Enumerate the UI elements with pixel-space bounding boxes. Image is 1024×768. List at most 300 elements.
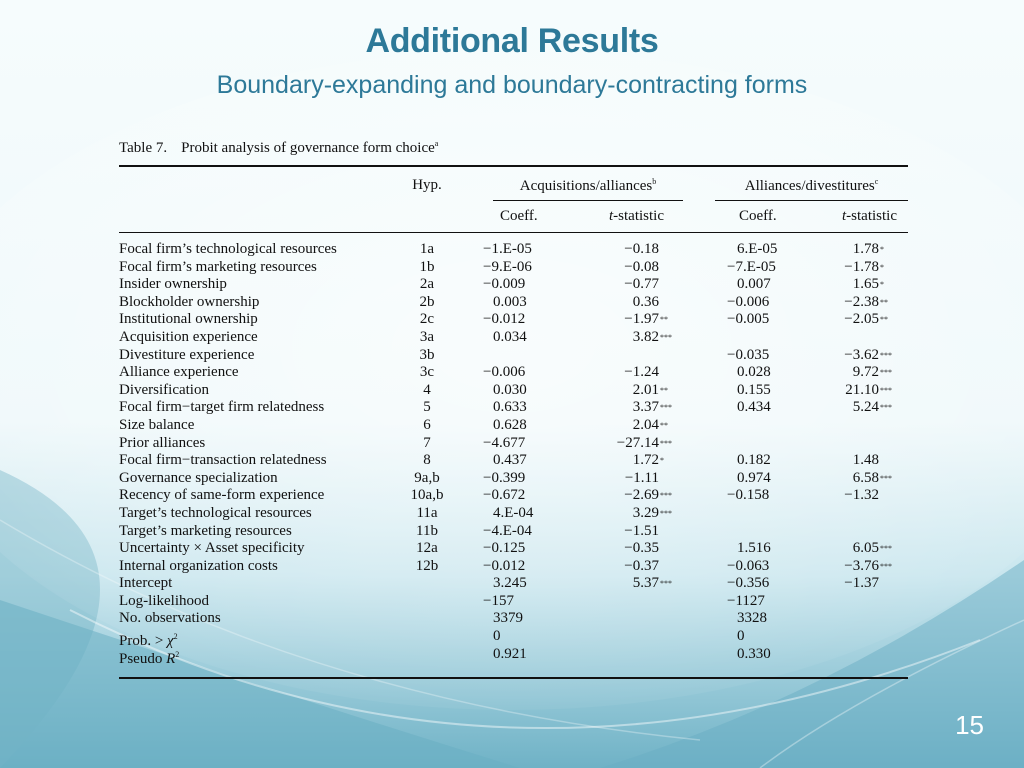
row-tstat-1 bbox=[599, 294, 659, 312]
table-row bbox=[119, 276, 908, 294]
row-variable bbox=[119, 311, 258, 329]
row-coeff-1 bbox=[483, 628, 573, 646]
row-hypothesis bbox=[407, 417, 447, 435]
row-hypothesis bbox=[407, 259, 447, 277]
row-tstat-2-value: 1.48 bbox=[852, 452, 879, 469]
row-tstat-2 bbox=[825, 259, 879, 277]
header-group1-footnote: b bbox=[652, 177, 657, 186]
row-variable bbox=[119, 593, 209, 611]
row-coeff-1-value: −4.677 bbox=[483, 434, 526, 451]
row-coeff-2-value: 0.028 bbox=[737, 364, 771, 381]
row-tstat-2 bbox=[825, 382, 879, 400]
row-hypothesis bbox=[407, 505, 447, 523]
row-variable-value: Acquisition experience bbox=[119, 328, 258, 345]
row-tstat-1-value: −1.51 bbox=[624, 522, 659, 539]
row-coeff-2 bbox=[727, 276, 817, 294]
row-hypothesis-value: 7 bbox=[423, 434, 431, 451]
row-coeff-1-value: −4.E-04 bbox=[483, 522, 532, 539]
row-coeff-1-value: −157 bbox=[483, 592, 514, 609]
row-coeff-2 bbox=[727, 593, 817, 611]
significance-stars: *** bbox=[880, 544, 892, 554]
row-variable-value: Focal firm’s technological resources bbox=[119, 241, 337, 257]
row-tstat-2-value: 21.10 bbox=[845, 381, 879, 398]
row-coeff-2-value: 0.974 bbox=[737, 469, 771, 486]
group1-span-rule bbox=[493, 200, 683, 201]
row-coeff-2-value: −1127 bbox=[727, 592, 765, 609]
row-tstat-1-value: −0.08 bbox=[624, 258, 659, 275]
r2-value-2: 0.330 bbox=[737, 645, 771, 662]
row-coeff-2-value: 1.516 bbox=[737, 540, 771, 557]
row-tstat-2-value: −2.38 bbox=[844, 293, 879, 310]
row-hypothesis-value: 2c bbox=[419, 311, 435, 328]
row-variable bbox=[119, 259, 317, 277]
row-hypothesis bbox=[407, 523, 447, 541]
row-hypothesis bbox=[407, 382, 447, 400]
table-row bbox=[119, 540, 908, 558]
table-row bbox=[119, 399, 908, 417]
row-coeff-1 bbox=[483, 452, 573, 470]
table-caption-label: Table 7. bbox=[119, 140, 168, 156]
row-tstat-2 bbox=[825, 364, 879, 382]
row-variable bbox=[119, 347, 254, 365]
row-coeff-2 bbox=[727, 646, 817, 664]
row-hypothesis-value: 3c bbox=[419, 364, 435, 381]
table-row bbox=[119, 382, 908, 400]
row-variable-value: Log-likelihood bbox=[119, 592, 209, 609]
row-variable bbox=[119, 382, 209, 400]
row-tstat-2-value: −3.62 bbox=[844, 346, 879, 363]
row-coeff-1 bbox=[483, 435, 573, 453]
row-tstat-2 bbox=[825, 575, 879, 593]
significance-stars: *** bbox=[880, 368, 892, 378]
row-tstat-2-value: 1.78 bbox=[852, 241, 879, 257]
row-coeff-1 bbox=[483, 505, 573, 523]
row-tstat-2-value: 6.05 bbox=[852, 540, 879, 557]
row-coeff-2 bbox=[727, 470, 817, 488]
row-coeff-1 bbox=[483, 259, 573, 277]
row-tstat-1 bbox=[599, 435, 659, 453]
row-hypothesis bbox=[407, 276, 447, 294]
prob-value-2: 0 bbox=[737, 628, 745, 645]
row-variable bbox=[119, 294, 259, 312]
row-hypothesis bbox=[407, 540, 447, 558]
table-row bbox=[119, 505, 908, 523]
row-coeff-2 bbox=[727, 382, 817, 400]
row-hypothesis-value: 1b bbox=[419, 258, 435, 275]
row-tstat-1-value: −0.35 bbox=[624, 540, 659, 557]
row-coeff-1-value: −9.E-06 bbox=[483, 258, 532, 275]
header-group1-label: Acquisitions/alliances bbox=[519, 178, 653, 194]
row-coeff-1 bbox=[483, 276, 573, 294]
significance-stars: *** bbox=[660, 438, 672, 448]
row-variable-value: No. observations bbox=[119, 610, 221, 627]
table-bottom-rule bbox=[119, 677, 908, 679]
row-tstat-1-value: 0.36 bbox=[632, 293, 659, 310]
row-coeff-1-value: 4.E-04 bbox=[493, 504, 534, 521]
row-tstat-1 bbox=[599, 505, 659, 523]
significance-stars: *** bbox=[660, 491, 672, 501]
r2-label: Pseudo bbox=[119, 650, 163, 667]
row-coeff-2 bbox=[727, 294, 817, 312]
table-row bbox=[119, 610, 908, 628]
page-number: 15 bbox=[955, 710, 984, 740]
row-tstat-1-value: 2.04 bbox=[632, 416, 659, 433]
row-variable bbox=[119, 575, 172, 593]
row-tstat-2 bbox=[825, 452, 879, 470]
significance-stars: * bbox=[660, 456, 664, 466]
row-hypothesis-value: 10a,b bbox=[410, 487, 444, 504]
r2-value-1: 0.921 bbox=[493, 645, 527, 662]
row-tstat-1 bbox=[599, 575, 659, 593]
row-tstat-2-value: −1.78 bbox=[844, 258, 879, 275]
table-top-rule bbox=[119, 165, 908, 167]
row-tstat-1 bbox=[599, 470, 659, 488]
table-caption-text: Probit analysis of governance form choice bbox=[181, 140, 435, 156]
row-coeff-2-value: −0.158 bbox=[727, 487, 770, 504]
significance-stars: *** bbox=[880, 403, 892, 413]
row-tstat-2-value: 6.58 bbox=[852, 469, 879, 486]
row-variable-value: Blockholder ownership bbox=[119, 293, 260, 310]
significance-stars: ** bbox=[880, 297, 888, 307]
row-hypothesis bbox=[407, 452, 447, 470]
table-row bbox=[119, 593, 908, 611]
row-coeff-1 bbox=[483, 593, 573, 611]
significance-stars: *** bbox=[880, 561, 892, 571]
header-tstat-1 bbox=[609, 208, 664, 225]
row-tstat-2 bbox=[825, 294, 879, 312]
header-group2-label: Alliances/divestitures bbox=[744, 178, 875, 194]
header-alliances-divestitures bbox=[715, 177, 908, 195]
row-tstat-1 bbox=[599, 259, 659, 277]
row-tstat-1 bbox=[599, 311, 659, 329]
row-tstat-1 bbox=[599, 487, 659, 505]
row-coeff-1-value: −0.006 bbox=[483, 364, 526, 381]
row-coeff-2-value: 0.007 bbox=[737, 276, 771, 293]
row-tstat-1 bbox=[599, 364, 659, 382]
header-t-italic: t bbox=[609, 208, 614, 224]
row-tstat-1 bbox=[599, 276, 659, 294]
row-coeff-1-value: −0.399 bbox=[483, 469, 526, 486]
row-variable bbox=[119, 399, 324, 417]
row-tstat-2 bbox=[825, 276, 879, 294]
table-row bbox=[119, 470, 908, 488]
row-variable-value: Governance specialization bbox=[119, 469, 278, 486]
row-variable bbox=[119, 417, 194, 435]
row-variable bbox=[119, 241, 337, 259]
row-coeff-1 bbox=[483, 646, 573, 664]
header-tstat-2 bbox=[842, 208, 897, 225]
row-tstat-1-value: −2.69 bbox=[624, 487, 659, 504]
row-variable-value: Target’s technological resources bbox=[119, 504, 312, 521]
row-coeff-2-value: 0.155 bbox=[737, 381, 771, 398]
significance-stars: *** bbox=[880, 473, 892, 483]
slide-subtitle: Boundary-expanding and boundary-contracting forms bbox=[216, 71, 808, 99]
row-variable-value: Institutional ownership bbox=[119, 311, 258, 328]
row-coeff-2 bbox=[727, 364, 817, 382]
row-variable-value: Intercept bbox=[119, 575, 173, 592]
significance-stars: * bbox=[880, 245, 884, 254]
table-row bbox=[119, 294, 908, 312]
row-coeff-2 bbox=[727, 347, 817, 365]
row-tstat-1 bbox=[599, 417, 659, 435]
row-tstat-1-value: −27.14 bbox=[616, 434, 659, 451]
row-variable-value: Prior alliances bbox=[119, 434, 206, 451]
r-superscript: 2 bbox=[175, 649, 180, 659]
significance-stars: *** bbox=[880, 350, 892, 360]
row-hypothesis bbox=[407, 364, 447, 382]
header-hyp: Hyp. bbox=[412, 177, 442, 193]
header-group2-footnote: c bbox=[874, 177, 879, 186]
prob-value-1: 0 bbox=[493, 628, 501, 645]
row-tstat-1-value: −1.24 bbox=[624, 364, 659, 381]
header-t-italic: t bbox=[842, 208, 847, 224]
row-coeff-1 bbox=[483, 523, 573, 541]
row-variable bbox=[119, 470, 278, 488]
row-coeff-2-value: 6.E-05 bbox=[737, 241, 778, 257]
row-coeff-2 bbox=[727, 610, 817, 628]
row-coeff-1-value: 0.437 bbox=[493, 452, 527, 469]
table-caption-footnote: a bbox=[434, 139, 439, 148]
table-row bbox=[119, 259, 908, 277]
row-tstat-1-value: −1.11 bbox=[624, 469, 659, 486]
header-t-rest: -statistic bbox=[613, 208, 664, 224]
row-tstat-2-value: −1.37 bbox=[844, 575, 879, 592]
table-row bbox=[119, 241, 908, 259]
row-tstat-2 bbox=[825, 540, 879, 558]
row-variable bbox=[119, 646, 179, 669]
row-hypothesis-value: 8 bbox=[423, 452, 431, 469]
row-coeff-1-value: −0.012 bbox=[483, 557, 526, 574]
table-row bbox=[119, 523, 908, 541]
row-variable bbox=[119, 558, 278, 576]
row-hypothesis bbox=[407, 399, 447, 417]
row-tstat-2 bbox=[825, 487, 879, 505]
row-variable-value: Internal organization costs bbox=[119, 557, 278, 574]
row-variable bbox=[119, 610, 221, 628]
r-symbol: R bbox=[166, 650, 176, 667]
row-coeff-2-value: −0.035 bbox=[727, 346, 770, 363]
row-tstat-1 bbox=[599, 540, 659, 558]
row-variable bbox=[119, 329, 258, 347]
table-row bbox=[119, 452, 908, 470]
row-tstat-2-value: 1.65 bbox=[852, 276, 879, 293]
row-coeff-2 bbox=[727, 558, 817, 576]
row-coeff-2 bbox=[727, 575, 817, 593]
row-hypothesis-value: 1a bbox=[419, 241, 435, 257]
row-variable-value: Alliance experience bbox=[119, 364, 239, 381]
table-row-pseudo-r2 bbox=[119, 645, 908, 667]
row-coeff-1 bbox=[483, 487, 573, 505]
row-hypothesis bbox=[407, 470, 447, 488]
row-coeff-1 bbox=[483, 311, 573, 329]
row-variable-value: Focal firm−transaction relatedness bbox=[119, 452, 327, 469]
prob-label: Prob. > bbox=[119, 633, 164, 650]
header-t-rest: -statistic bbox=[846, 208, 897, 224]
row-coeff-2-value: −0.006 bbox=[727, 293, 770, 310]
row-variable bbox=[119, 435, 205, 453]
row-tstat-1-value: 3.29 bbox=[632, 504, 659, 521]
significance-stars: ** bbox=[660, 315, 668, 325]
row-coeff-1 bbox=[483, 364, 573, 382]
group2-span-rule bbox=[715, 200, 908, 201]
table-row bbox=[119, 558, 908, 576]
table-row-prob-chi2 bbox=[119, 628, 908, 650]
row-hypothesis-value: 4 bbox=[423, 381, 431, 398]
row-coeff-2 bbox=[727, 241, 817, 259]
row-coeff-2-value: −0.063 bbox=[727, 557, 770, 574]
row-coeff-1-value: 0.633 bbox=[493, 399, 527, 416]
row-tstat-2 bbox=[825, 347, 879, 365]
row-hypothesis-value: 12a bbox=[416, 540, 438, 557]
row-coeff-1-value: −0.012 bbox=[483, 311, 526, 328]
row-coeff-2 bbox=[727, 259, 817, 277]
row-coeff-1-value: −1.E-05 bbox=[483, 241, 532, 257]
row-coeff-1 bbox=[483, 382, 573, 400]
row-coeff-1 bbox=[483, 558, 573, 576]
row-tstat-1 bbox=[599, 382, 659, 400]
significance-stars: ** bbox=[660, 420, 668, 430]
row-coeff-2-value: −7.E-05 bbox=[727, 258, 776, 275]
row-coeff-2 bbox=[727, 540, 817, 558]
row-hypothesis-value: 9a,b bbox=[414, 469, 440, 486]
row-coeff-1-value: −0.125 bbox=[483, 540, 526, 557]
row-hypothesis-value: 2a bbox=[419, 276, 435, 293]
row-tstat-2 bbox=[825, 311, 879, 329]
row-hypothesis-value: 6 bbox=[423, 416, 431, 433]
row-tstat-1-value: −0.37 bbox=[624, 557, 659, 574]
row-coeff-1-value: 0.030 bbox=[493, 381, 527, 398]
row-tstat-2-value: −1.32 bbox=[844, 487, 879, 504]
row-tstat-1-value: 5.37 bbox=[632, 575, 659, 592]
row-coeff-2-value: 0.434 bbox=[737, 399, 771, 416]
table-row bbox=[119, 487, 908, 505]
row-variable bbox=[119, 364, 239, 382]
table-row bbox=[119, 575, 908, 593]
row-hypothesis-value: 11b bbox=[416, 522, 438, 539]
row-tstat-2-value: −3.76 bbox=[844, 557, 879, 574]
table-header-rule bbox=[119, 232, 908, 233]
row-tstat-2 bbox=[825, 558, 879, 576]
row-tstat-1-value: 1.72 bbox=[632, 452, 659, 469]
row-variable-value: Focal firm−target firm relatedness bbox=[119, 399, 325, 416]
row-variable-value: Uncertainty × Asset specificity bbox=[119, 540, 305, 557]
row-coeff-1 bbox=[483, 470, 573, 488]
row-tstat-1 bbox=[599, 452, 659, 470]
row-variable bbox=[119, 452, 327, 470]
row-coeff-2-value: 3328 bbox=[737, 610, 767, 627]
row-variable-value: Size balance bbox=[119, 416, 195, 433]
row-coeff-2 bbox=[727, 399, 817, 417]
chi-symbol: χ bbox=[167, 633, 174, 650]
chi-superscript: 2 bbox=[173, 632, 178, 642]
row-variable-value: Target’s marketing resources bbox=[119, 522, 292, 539]
significance-stars: *** bbox=[660, 508, 672, 518]
row-variable bbox=[119, 540, 305, 558]
significance-stars: *** bbox=[880, 385, 892, 395]
table-row bbox=[119, 311, 908, 329]
row-coeff-2-value: −0.005 bbox=[727, 311, 770, 328]
row-variable-value: Insider ownership bbox=[119, 276, 227, 293]
significance-stars: * bbox=[880, 280, 884, 290]
row-hypothesis bbox=[407, 487, 447, 505]
row-coeff-1-value: 0.003 bbox=[493, 293, 527, 310]
row-hypothesis-value: 5 bbox=[423, 399, 431, 416]
row-tstat-1-value: 3.82 bbox=[632, 328, 659, 345]
significance-stars: ** bbox=[660, 385, 668, 395]
row-variable bbox=[119, 276, 227, 294]
header-coeff-2: Coeff. bbox=[739, 208, 777, 224]
row-coeff-2 bbox=[727, 452, 817, 470]
row-tstat-1-value: 2.01 bbox=[632, 381, 659, 398]
row-coeff-1-value: −0.009 bbox=[483, 276, 526, 293]
row-hypothesis-value: 2b bbox=[419, 293, 435, 310]
row-variable-value: Diversification bbox=[119, 381, 209, 398]
row-coeff-1-value: 3.245 bbox=[493, 575, 527, 592]
row-hypothesis bbox=[407, 294, 447, 312]
row-variable-value: Divestiture experience bbox=[119, 346, 255, 363]
row-coeff-1-value: 3379 bbox=[493, 610, 523, 627]
row-tstat-1 bbox=[599, 329, 659, 347]
significance-stars: *** bbox=[660, 332, 672, 342]
table-caption bbox=[119, 139, 438, 157]
row-hypothesis-value: 11a bbox=[416, 504, 438, 521]
row-variable bbox=[119, 523, 292, 541]
row-hypothesis bbox=[407, 241, 447, 259]
row-tstat-2-value: 9.72 bbox=[852, 364, 879, 381]
row-coeff-1-value: 0.628 bbox=[493, 416, 527, 433]
row-variable-value: Focal firm’s marketing resources bbox=[119, 258, 317, 275]
row-hypothesis-value: 12b bbox=[415, 557, 439, 574]
row-hypothesis bbox=[407, 329, 447, 347]
row-tstat-2-value: −2.05 bbox=[844, 311, 879, 328]
slide-title: Additional Results bbox=[365, 22, 659, 60]
row-coeff-1 bbox=[483, 417, 573, 435]
row-tstat-1 bbox=[599, 558, 659, 576]
header-acquisitions-alliances bbox=[493, 177, 683, 195]
row-coeff-2 bbox=[727, 311, 817, 329]
row-hypothesis bbox=[407, 435, 447, 453]
row-tstat-2 bbox=[825, 470, 879, 488]
header-coeff-1: Coeff. bbox=[500, 208, 538, 224]
row-hypothesis bbox=[407, 558, 447, 576]
row-variable-value: Recency of same-form experience bbox=[119, 487, 325, 504]
row-coeff-1 bbox=[483, 575, 573, 593]
row-hypothesis bbox=[407, 311, 447, 329]
row-coeff-1 bbox=[483, 294, 573, 312]
row-tstat-1 bbox=[599, 241, 659, 259]
row-variable bbox=[119, 505, 312, 523]
row-coeff-2-value: 0.182 bbox=[737, 452, 771, 469]
row-coeff-2-value: −0.356 bbox=[727, 575, 770, 592]
row-variable bbox=[119, 487, 324, 505]
row-tstat-1 bbox=[599, 399, 659, 417]
table-row bbox=[119, 329, 908, 347]
row-coeff-2 bbox=[727, 628, 817, 646]
table-row bbox=[119, 347, 908, 365]
row-coeff-1 bbox=[483, 540, 573, 558]
row-coeff-1 bbox=[483, 399, 573, 417]
significance-stars: * bbox=[880, 262, 884, 272]
row-tstat-2-value: 5.24 bbox=[852, 399, 879, 416]
row-coeff-1 bbox=[483, 241, 573, 259]
row-tstat-1 bbox=[599, 523, 659, 541]
row-tstat-2 bbox=[825, 399, 879, 417]
row-hypothesis bbox=[407, 347, 447, 365]
row-tstat-1-value: −1.97 bbox=[624, 311, 659, 328]
row-hypothesis-value: 3a bbox=[419, 328, 435, 345]
row-tstat-1-value: −0.77 bbox=[624, 276, 659, 293]
table-body bbox=[119, 241, 908, 667]
